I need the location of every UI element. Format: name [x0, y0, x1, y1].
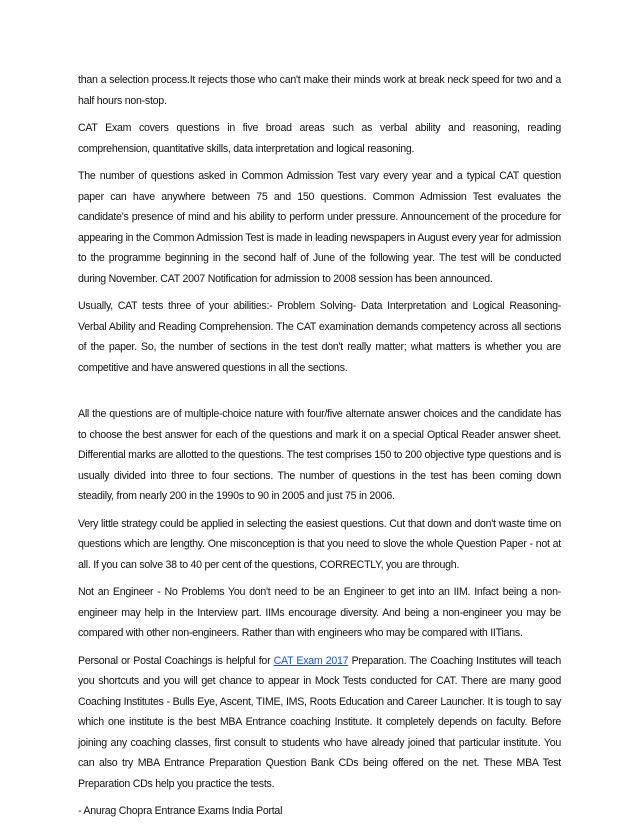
cat-exam-2017-link[interactable]: CAT Exam 2017 — [273, 654, 349, 667]
paragraph-cat-abilities: Usually, CAT tests three of your abilities:- Problem Solving- Data Interpretation and Logical Reasoning- Verbal Ability and Reading Comprehension. The CAT examination demands competency across all sections of the paper. So, the number of sections in the test don't really matter; what matters is whether you are competitive and have answered questions in all the sections. — [78, 300, 561, 374]
document-page — [78, 70, 561, 829]
paragraph-question-count: The number of questions asked in Common Admission Test vary every year and a typical CAT question paper can have anywhere between 75 and 150 questions. Common Admission Test evaluates the candidate's presence of mind and his ability to perform under pressure. Announcement of the procedure for appearing in the Common Admission Test is made in leading newspapers in August every year for admission to the programme beginning in the second half of June of the following year. The test will be conducted during November. CAT 2007 Notification for admission to 2008 session has been announced. — [78, 170, 561, 285]
paragraph-multiple-choice: All the questions are of multiple-choice nature with four/five alternate answer choices and the candidate has to choose the best answer for each of the questions and mark it on a special Optical Reader answer sheet. Differential marks are allotted to the questions. The test comprises 150 to 200 objective type questions and is usually divided into three to four sections. The number of questions in the test has been coming down steadily, from nearly 200 in the 1990s to 90 in 2005 and just 75 in 2006. — [78, 408, 561, 502]
paragraph-not-an-engineer: Not an Engineer - No Problems You don't need to be an Engineer to get into an IIM. Infact being a non-engineer may help in the Interview part. IIMs encourage diversity. And being a non-engineer you may be compared with other non-engineers. Rather than with engineers who may be compared with IITians. — [78, 586, 561, 639]
author-signature: - Anurag Chopra Entrance Exams India Portal — [78, 805, 283, 817]
paragraph-cat-areas: CAT Exam covers questions in five broad areas such as verbal ability and reasoning, reading comprehension, quantitative skills, data interpretation and logical reasoning. — [78, 122, 561, 155]
paragraph-coaching — [78, 651, 561, 795]
coaching-text-after: Preparation. The Coaching Institutes will teach you shortcuts and you will get chance to appear in Mock Tests conducted for CAT. There are many good Coaching Institutes - Bulls Eye, Ascent, TIME, IMS, Roots Education and Career Launcher. It is tough to say which one institute is the best MBA Entrance coaching Institute. It completely depends on faculty. Before joining any coaching classes, first consult to students who have already joined that particular institute. You can also try MBA Entrance Preparation Question Bank CDs being offered on the net. These MBA Test Preparation CDs help you practice the tests. — [78, 654, 561, 790]
paragraph-strategy: Very little strategy could be applied in selecting the easiest questions. Cut that down and don't waste time on questions which are lengthy. One misconception is that you need to slove the whole Question Paper - not at all. If you can solve 38 to 40 per cent of the questions, CORRECTLY, you are through. — [78, 517, 561, 571]
paragraph-selection-process: than a selection process.It rejects those who can't make their minds work at break neck speed for two and a half hours non-stop. — [78, 74, 561, 107]
coaching-text-before: Personal or Postal Coachings is helpful for — [78, 654, 274, 667]
